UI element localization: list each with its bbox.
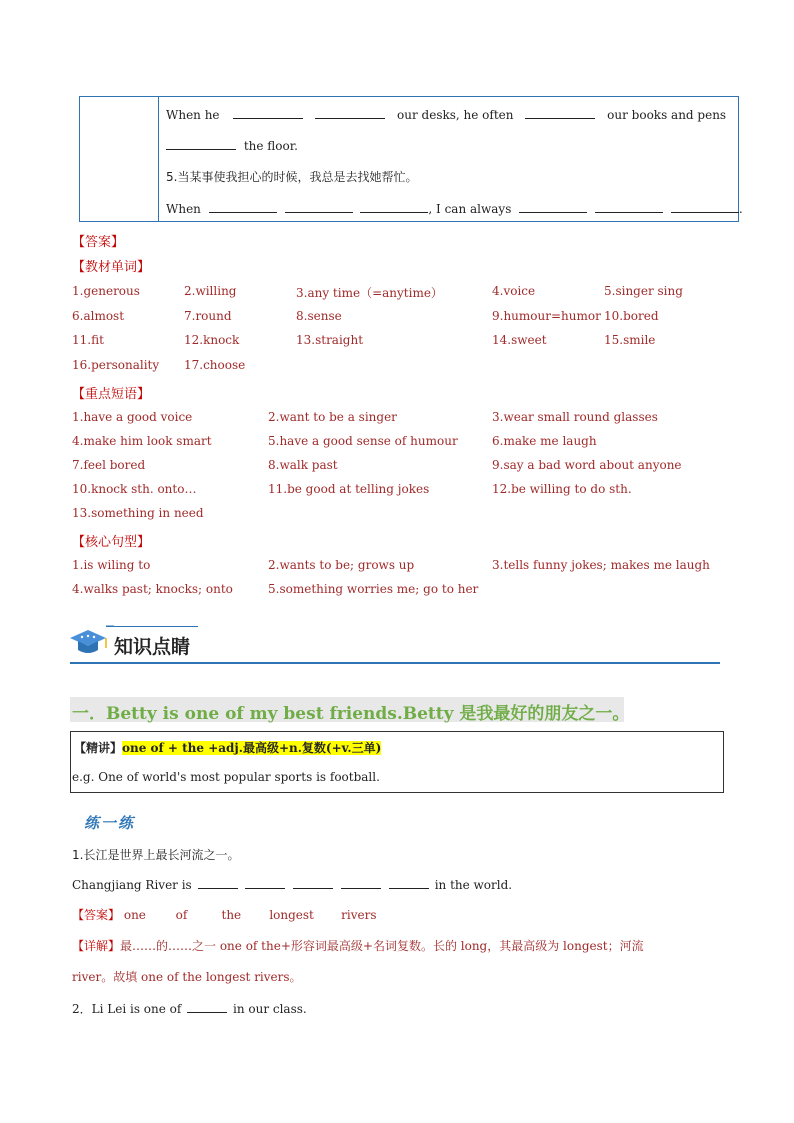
phrase-row — [72, 506, 732, 524]
vocab-item: 8.sense — [296, 309, 342, 323]
text: , I can always — [428, 202, 512, 216]
vocab-item: 5.singer sing — [604, 284, 683, 298]
fill-blank[interactable] — [198, 876, 238, 889]
sentence-item: 1.is wiling to — [72, 558, 151, 572]
fill-blank[interactable] — [671, 200, 739, 213]
graduation-cap-icon — [66, 624, 114, 658]
fill-blank[interactable] — [315, 106, 385, 119]
phrases-label: 【重点短语】 — [72, 387, 151, 402]
detail-tag: 【详解】 — [72, 939, 121, 953]
q1-prompt: 1.长江是世界上最长河流之一。 — [72, 848, 240, 862]
section-heading: 一．Betty is one of my best friends.Betty 是我最好的朋友之一。 — [72, 704, 630, 724]
vocab-item: 15.smile — [604, 333, 656, 347]
fill-blank[interactable] — [293, 876, 333, 889]
sentence-item: 4.walks past; knocks; onto — [72, 582, 233, 596]
text: our books and pens — [607, 108, 727, 122]
vocab-item: 14.sweet — [492, 333, 547, 347]
fill-blank[interactable] — [187, 1000, 227, 1013]
phrase-item: 8.walk past — [268, 458, 338, 472]
grammar-rule: one of + the +adj.最高级+n.复数(+v.三单) — [122, 741, 382, 755]
q1-detail-line1 — [72, 937, 644, 954]
answer-word: of — [175, 908, 188, 922]
answer-word: the — [221, 908, 242, 922]
fill-blank[interactable] — [595, 200, 663, 213]
vocab-item: 7.round — [184, 309, 232, 323]
phrase-item: 3.wear small round glasses — [492, 410, 658, 424]
phrase-item: 4.make him look smart — [72, 434, 212, 448]
sentence-item: 3.tells funny jokes; makes me laugh — [492, 558, 710, 572]
text: 2．Li Lei is one of — [72, 1002, 182, 1016]
fill-blank[interactable] — [233, 106, 303, 119]
fill-blank[interactable] — [519, 200, 587, 213]
phrase-item: 9.say a bad word about anyone — [492, 458, 682, 472]
vocab-item: 10.bored — [604, 309, 659, 323]
fill-blank[interactable] — [360, 200, 428, 213]
vocab-label: 【教材单词】 — [72, 260, 151, 275]
answer-label: 【答案】 — [72, 235, 125, 250]
section-divider — [70, 662, 720, 664]
q2-sentence — [72, 1000, 307, 1017]
sentence-row — [72, 558, 732, 576]
phrase-row — [72, 482, 732, 500]
phrase-item: 1.have a good voice — [72, 410, 193, 424]
vocab-row — [72, 309, 732, 327]
vocab-row — [72, 284, 732, 302]
phrase-row — [72, 458, 732, 476]
phrase-item: 7.feel bored — [72, 458, 146, 472]
phrase-item: 2.want to be a singer — [268, 410, 397, 424]
q1-sentence — [72, 876, 512, 892]
sentences-label: 【核心句型】 — [72, 535, 151, 550]
fill-blank[interactable] — [209, 200, 277, 213]
knowledge-title: 知识点睛 — [114, 636, 191, 658]
vocab-item: 2.willing — [184, 284, 237, 298]
phrase-item: 11.be good at telling jokes — [268, 482, 430, 496]
fill-blank[interactable] — [166, 137, 236, 150]
sentence-row — [72, 582, 732, 600]
vocab-item: 16.personality — [72, 358, 160, 372]
text: Changjiang River is — [72, 878, 192, 892]
sentence-item: 2.wants to be; grows up — [268, 558, 415, 572]
text: our desks, he often — [397, 108, 514, 122]
fill-blank[interactable] — [285, 200, 353, 213]
vocab-item: 17.choose — [184, 358, 246, 372]
q1-answer — [72, 906, 377, 923]
answer-word: rivers — [341, 908, 377, 922]
explanation-tag: 【精讲】 — [74, 741, 123, 755]
answer-tag: 【答案】 — [72, 908, 121, 922]
vocab-item: 4.voice — [492, 284, 536, 298]
title-overline — [106, 626, 198, 627]
detail-text: 最……的……之一 one of the+形容词最高级+名词复数。长的 long，其最高级为 longest；河流 — [120, 939, 644, 953]
phrase-item: 5.have a good sense of humour — [268, 434, 458, 448]
fill-blank[interactable] — [341, 876, 381, 889]
table-line-1 — [166, 106, 726, 122]
phrase-row — [72, 410, 732, 428]
answer-word: longest — [269, 908, 314, 922]
practice-title: 练一练 — [84, 814, 136, 832]
q1-detail-line2: river。故填 one of the longest rivers。 — [72, 970, 302, 984]
phrase-row — [72, 434, 732, 452]
text: . — [738, 202, 743, 216]
phrase-item: 6.make me laugh — [492, 434, 597, 448]
text: When he — [166, 108, 220, 122]
phrase-item: 12.be willing to do sth. — [492, 482, 632, 496]
text: in our class. — [232, 1002, 307, 1016]
vocab-item: 13.straight — [296, 333, 364, 347]
vocab-item: 3.any time（=anytime） — [296, 286, 443, 300]
fill-blank[interactable] — [525, 106, 595, 119]
vocab-row — [72, 333, 732, 351]
vocab-row — [72, 358, 732, 376]
explanation-line — [74, 739, 381, 756]
fill-blank[interactable] — [245, 876, 285, 889]
text: When — [166, 202, 201, 216]
phrase-item: 10.knock sth. onto… — [72, 482, 197, 496]
table-line-3: 5.当某事使我担心的时候，我总是去找她帮忙。 — [166, 170, 418, 184]
answer-word: one — [123, 908, 146, 922]
text: the floor. — [243, 139, 298, 153]
example-sentence: e.g. One of world's most popular sports is football. — [72, 770, 380, 784]
fill-blank[interactable] — [389, 876, 429, 889]
text: in the world. — [434, 878, 513, 892]
vocab-item: 1.generous — [72, 284, 140, 298]
vocab-item: 11.fit — [72, 333, 104, 347]
sentence-item: 5.something worries me; go to her — [268, 582, 479, 596]
table-left-cell — [79, 96, 159, 222]
phrase-item: 13.something in need — [72, 506, 204, 520]
vocab-item: 12.knock — [184, 333, 240, 347]
vocab-item: 6.almost — [72, 309, 125, 323]
table-line-4 — [166, 200, 743, 216]
vocab-item: 9.humour=humor — [492, 309, 601, 323]
table-line-2 — [166, 137, 298, 153]
